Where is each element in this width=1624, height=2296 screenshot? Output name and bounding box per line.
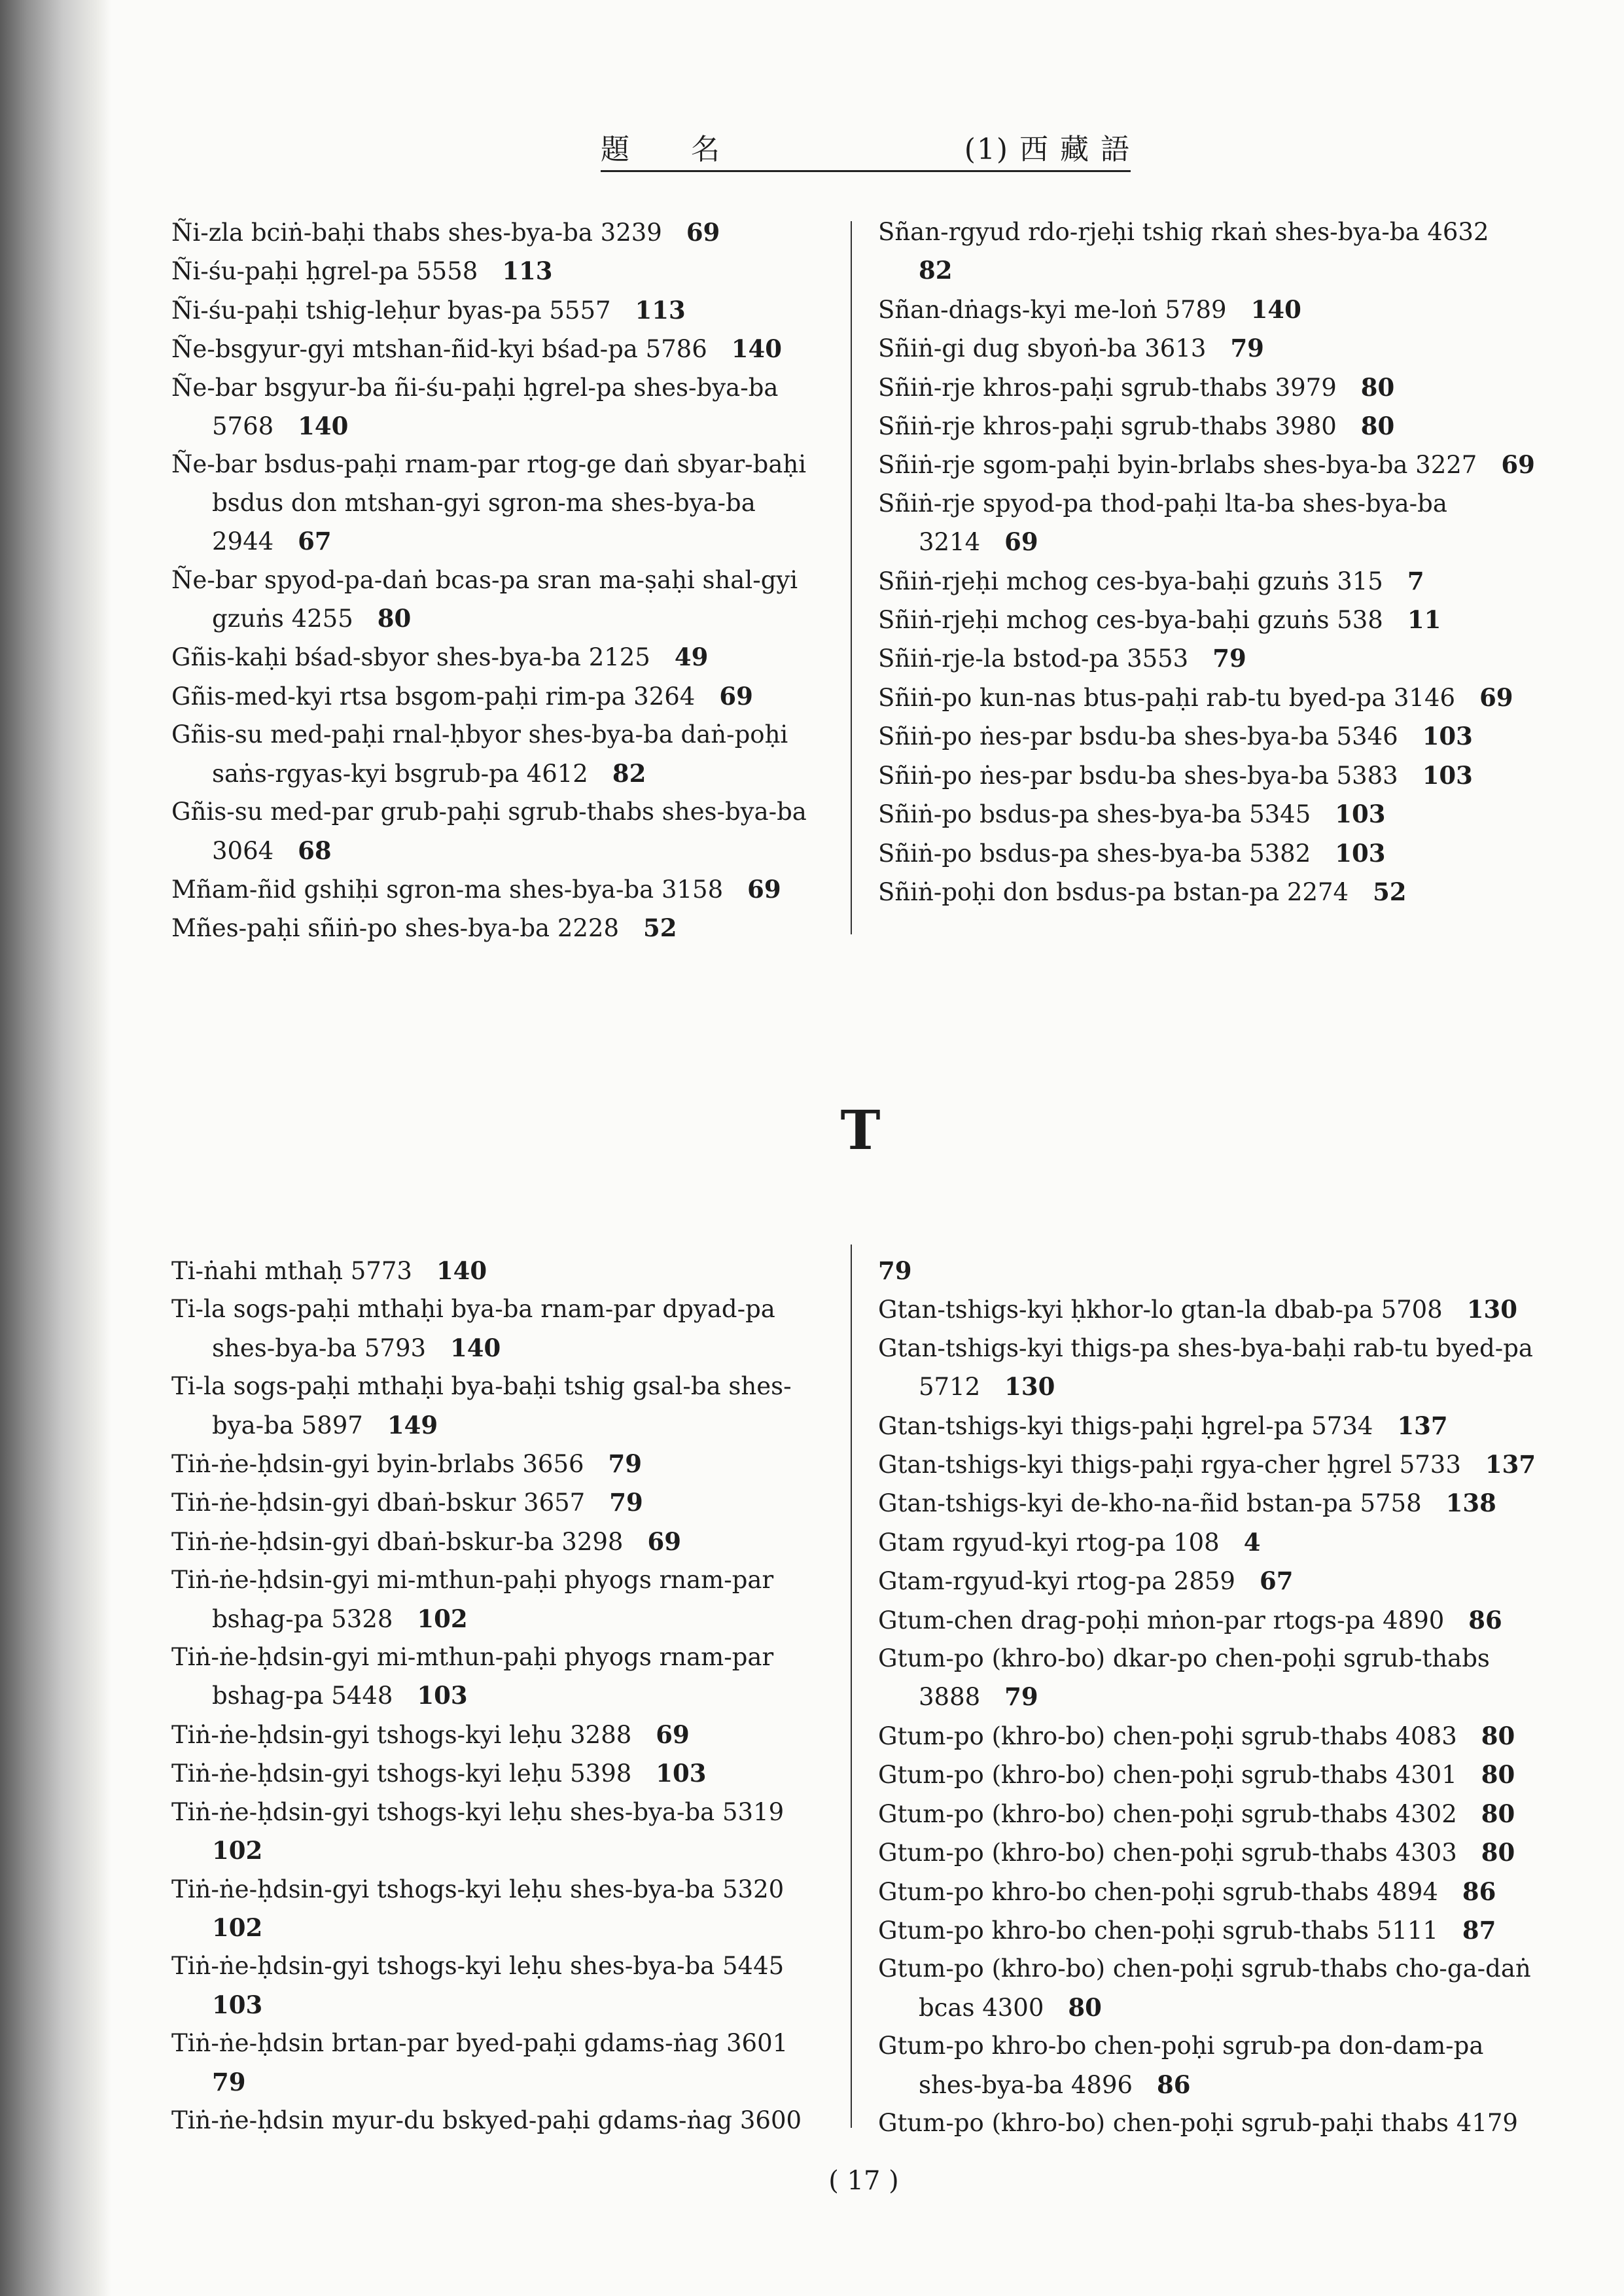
entry-page-number: 102 xyxy=(212,1913,263,1942)
entry-page-number: 80 xyxy=(1068,1992,1102,2022)
entry-page-number: 79 xyxy=(609,1488,643,1517)
index-entry xyxy=(171,1754,832,1793)
index-entry xyxy=(171,369,832,446)
entry-page-number: 69 xyxy=(1479,682,1513,712)
index-column-top-right xyxy=(878,213,1539,911)
entry-title: Sñiṅ-rjeḥi mchog ces-bya-baḥi gzuṅs 538 xyxy=(878,606,1383,635)
entry-title: Tiṅ-ṅe-ḥdsin-gyi mi-mthun-paḥi phyogs rnam-par bshag-pa 5328 xyxy=(171,1566,774,1633)
index-entry xyxy=(171,870,832,909)
index-entry xyxy=(878,756,1539,795)
entry-title: Gtan-tshigs-kyi thigs-pa shes-bya-baḥi rab-tu byed-pa 5712 xyxy=(878,1333,1533,1402)
index-entry xyxy=(878,2104,1539,2142)
entry-title: Gtum-po (khro-bo) chen-poḥi sgrub-thabs 4302 xyxy=(878,1799,1457,1828)
index-entry xyxy=(878,1252,1539,1290)
entry-title: Gtan-tshigs-kyi thigs-paḥi ḥgrel-pa 5734 xyxy=(878,1411,1373,1440)
entry-title: Sñiṅ-rje sgom-paḥi byin-brlabs shes-bya-ba 3227 xyxy=(878,451,1477,480)
index-entry xyxy=(878,1873,1539,1911)
index-entry xyxy=(878,717,1539,756)
entry-title: Ñe-bar bsdus-paḥi rnam-par rtog-ge daṅ sbyar-baḥi bsdus don mtshan-gyi sgron-ma shes-bya-ba 2944 xyxy=(171,450,807,556)
index-entry xyxy=(171,1947,832,2024)
entry-page-number: 82 xyxy=(612,758,646,788)
entry-title: Sñiṅ-rje-la bstod-pa 3553 xyxy=(878,645,1189,673)
entry-title: Tiṅ-ṅe-ḥdsin-gyi mi-mthun-paḥi phyogs rnam-par bshag-pa 5448 xyxy=(171,1643,774,1710)
index-entry xyxy=(171,1523,832,1561)
index-entry xyxy=(171,1793,832,1871)
index-column-bottom-right xyxy=(878,1252,1539,2142)
entry-title: Tiṅ-ṅe-ḥdsin-gyi tshogs-kyi leḥu shes-bya-ba 5319 xyxy=(171,1797,785,1826)
entry-title: Ti-la sogs-paḥi mthaḥi bya-baḥi tshig gsal-ba shes-bya-ba 5897 xyxy=(171,1372,792,1439)
index-entry xyxy=(878,1717,1539,1756)
entry-page-number: 79 xyxy=(1212,644,1246,673)
index-entry xyxy=(878,1445,1539,1484)
entry-page-number: 68 xyxy=(298,836,332,865)
index-entry xyxy=(171,677,832,716)
index-entry xyxy=(878,1640,1539,1717)
entry-title: Sñiṅ-rje khros-paḥi sgrub-thabs 3979 xyxy=(878,373,1337,402)
entry-title: Gtum-chen drag-poḥi mṅon-par rtogs-pa 4890 xyxy=(878,1606,1445,1634)
index-entry xyxy=(171,561,832,639)
entry-page-number: 69 xyxy=(1004,527,1038,557)
entry-page-number: 102 xyxy=(417,1604,468,1633)
entry-title: Tiṅ-ṅe-ḥdsin-gyi tshogs-kyi leḥu 3288 xyxy=(171,1720,632,1749)
entry-title: Gtam rgyud-kyi rtog-pa 108 xyxy=(878,1528,1220,1557)
entry-page-number: 67 xyxy=(298,527,332,556)
index-entry xyxy=(878,1330,1539,1407)
index-entry xyxy=(171,1561,832,1638)
entry-title: Sñiṅ-gi dug sbyoṅ-ba 3613 xyxy=(878,334,1207,363)
entry-page-number: 103 xyxy=(1422,760,1473,790)
index-entry xyxy=(878,1407,1539,1445)
page-number: ( 17 ) xyxy=(828,2166,899,2196)
entry-page-number: 137 xyxy=(1485,1450,1536,1479)
index-entry xyxy=(878,446,1539,484)
entry-title: Gtum-po khro-bo chen-poḥi sgrub-thabs 5111 xyxy=(878,1916,1438,1945)
entry-title: Sñiṅ-rje khros-paḥi sgrub-thabs 3980 xyxy=(878,412,1337,441)
index-entry xyxy=(878,834,1539,873)
entry-page-number: 52 xyxy=(643,913,677,943)
header-section: (1) 西 藏 語 xyxy=(964,133,1131,166)
index-entry xyxy=(171,1871,832,1948)
column-divider-top xyxy=(851,221,852,934)
index-entry xyxy=(171,2102,832,2140)
entry-title: Gtan-tshigs-kyi ḥkhor-lo gtan-la dbab-pa 5708 xyxy=(878,1296,1443,1324)
entry-title: Gtum-po khro-bo chen-poḥi sgrub-thabs 4894 xyxy=(878,1877,1438,1906)
entry-page-number: 69 xyxy=(656,1720,690,1749)
entry-title: Gtum-po (khro-bo) chen-poḥi sgrub-thabs 4083 xyxy=(878,1722,1457,1750)
entry-title: Tiṅ-ṅe-ḥdsin myur-du bskyed-paḥi gdams-ṅag 3600 xyxy=(171,2106,802,2134)
entry-title: Mñam-ñid gshiḥi sgron-ma shes-bya-ba 3158 xyxy=(171,875,724,904)
entry-page-number: 103 xyxy=(212,1990,263,2019)
entry-title: Ti-ṅahi mthaḥ 5773 xyxy=(171,1257,412,1285)
entry-page-number: 102 xyxy=(212,1836,263,1865)
entry-title: Sñan-dṅags-kyi me-loṅ 5789 xyxy=(878,295,1227,324)
entry-page-number: 149 xyxy=(387,1410,438,1439)
entry-page-number: 140 xyxy=(1250,294,1301,324)
index-entry xyxy=(171,330,832,368)
entry-title: Ñe-bar bsgyur-ba ñi-śu-paḥi ḥgrel-pa shes-bya-ba 5768 xyxy=(171,373,779,441)
index-entry xyxy=(171,1445,832,1483)
index-entry xyxy=(878,873,1539,911)
entry-page-number: 80 xyxy=(1481,1760,1515,1790)
entry-title: Tiṅ-ṅe-ḥdsin-gyi dbaṅ-bskur 3657 xyxy=(171,1489,586,1517)
entry-title: Tiṅ-ṅe-ḥdsin-gyi tshogs-kyi leḥu shes-bya-ba 5445 xyxy=(171,1952,785,1981)
index-entry xyxy=(878,1484,1539,1523)
entry-title: Tiṅ-ṅe-ḥdsin brtan-par byed-paḥi gdams-ṅag 3601 xyxy=(171,2029,788,2058)
index-entry xyxy=(878,213,1539,291)
index-entry xyxy=(878,1562,1539,1600)
entry-page-number: 69 xyxy=(747,874,781,904)
index-entry xyxy=(878,562,1539,601)
entry-page-number: 86 xyxy=(1468,1605,1502,1634)
index-entry xyxy=(878,2027,1539,2104)
index-entry xyxy=(171,291,832,330)
entry-title: Sñiṅ-poḥi don bsdus-pa bstan-pa 2274 xyxy=(878,877,1349,906)
entry-title: Mñes-paḥi sñiṅ-po shes-bya-ba 2228 xyxy=(171,914,619,943)
entry-title: Gtan-tshigs-kyi de-kho-na-ñid bstan-pa 5758 xyxy=(878,1489,1422,1518)
entry-page-number: 80 xyxy=(1360,412,1395,441)
index-entry xyxy=(878,1833,1539,1872)
entry-page-number: 79 xyxy=(608,1449,643,1479)
entry-page-number: 80 xyxy=(1360,372,1395,402)
entry-page-number: 86 xyxy=(1157,2070,1191,2099)
entry-page-number: 86 xyxy=(1462,1877,1496,1906)
index-entry xyxy=(878,485,1539,562)
entry-title: Tiṅ-ṅe-ḥdsin-gyi byin-brlabs 3656 xyxy=(171,1450,584,1479)
entry-page-number: 130 xyxy=(1004,1372,1055,1402)
entry-page-number: 140 xyxy=(450,1333,501,1362)
index-entry xyxy=(171,909,832,947)
entry-title: Tiṅ-ṅe-ḥdsin-gyi tshogs-kyi leḥu 5398 xyxy=(171,1759,632,1788)
entry-page-number: 69 xyxy=(686,218,720,247)
entry-title: Sñiṅ-po bsdus-pa shes-bya-ba 5345 xyxy=(878,800,1311,829)
entry-title: Ti-la sogs-paḥi mthaḥi bya-ba rnam-par dpyad-pa shes-bya-ba 5793 xyxy=(171,1295,775,1362)
entry-page-number: 80 xyxy=(377,604,412,633)
index-entry xyxy=(171,252,832,291)
entry-title: Ñi-zla bciṅ-baḥi thabs shes-bya-ba 3239 xyxy=(171,219,662,247)
index-entry xyxy=(878,1756,1539,1794)
entry-title: Gñis-su med-paḥi rnal-ḥbyor shes-bya-ba daṅ-poḥi saṅs-rgyas-kyi bsgrub-pa 4612 xyxy=(171,720,788,788)
entry-page-number: 138 xyxy=(1445,1489,1496,1518)
index-entry xyxy=(171,1252,832,1290)
entry-title: Gñis-kaḥi bśad-sbyor shes-bya-ba 2125 xyxy=(171,643,650,672)
entry-page-number: 137 xyxy=(1397,1411,1448,1440)
index-entry xyxy=(171,213,832,252)
entry-page-number: 79 xyxy=(878,1256,912,1285)
index-column-bottom-left xyxy=(171,1252,832,2140)
entry-page-number: 130 xyxy=(1466,1295,1517,1324)
index-entry xyxy=(878,1911,1539,1950)
entry-page-number: 80 xyxy=(1481,1838,1515,1867)
index-entry xyxy=(171,716,832,793)
entry-page-number: 113 xyxy=(635,295,686,325)
entry-title: Gtum-po (khro-bo) chen-poḥi sgrub-thabs 4303 xyxy=(878,1839,1457,1867)
entry-page-number: 80 xyxy=(1481,1799,1515,1828)
entry-title: Gtum-po khro-bo chen-poḥi sgrub-pa don-dam-pa shes-bya-ba 4896 xyxy=(878,2032,1484,2099)
entry-page-number: 67 xyxy=(1259,1566,1294,1596)
entry-page-number: 103 xyxy=(1335,800,1386,829)
column-divider-bottom xyxy=(851,1245,852,2128)
index-entry xyxy=(878,639,1539,678)
index-entry xyxy=(171,793,832,870)
index-entry xyxy=(171,1638,832,1716)
entry-page-number: 49 xyxy=(674,643,709,672)
index-entry xyxy=(878,368,1539,407)
entry-page-number: 4 xyxy=(1243,1527,1261,1557)
entry-page-number: 79 xyxy=(1230,334,1264,363)
entry-page-number: 87 xyxy=(1462,1915,1496,1945)
entry-page-number: 52 xyxy=(1373,877,1407,906)
index-entry xyxy=(171,1483,832,1522)
entry-title: Sñan-rgyud rdo-rjeḥi tshig rkaṅ shes-bya-ba 4632 xyxy=(878,218,1489,246)
index-entry xyxy=(878,407,1539,446)
entry-title: Gtum-po (khro-bo) chen-poḥi sgrub-thabs cho-ga-daṅ bcas 4300 xyxy=(878,1954,1531,2022)
entry-page-number: 103 xyxy=(1335,838,1386,868)
entry-title: Gtum-po (khro-bo) chen-poḥi sgrub-paḥi thabs 4179 xyxy=(878,2108,1518,2137)
entry-title: Sñiṅ-rje spyod-pa thod-paḥi lta-ba shes-bya-ba 3214 xyxy=(878,489,1447,557)
index-entry xyxy=(878,795,1539,834)
index-column-top-left xyxy=(171,213,832,948)
entry-title: Sñiṅ-po ṅes-par bsdu-ba shes-bya-ba 5346 xyxy=(878,722,1398,751)
index-entry xyxy=(878,1795,1539,1833)
entry-page-number: 82 xyxy=(919,256,953,285)
entry-title: Gtam-rgyud-kyi rtog-pa 2859 xyxy=(878,1567,1235,1596)
entry-title: Tiṅ-ṅe-ḥdsin-gyi dbaṅ-bskur-ba 3298 xyxy=(171,1527,624,1556)
entry-page-number: 69 xyxy=(719,681,753,711)
entry-title: Ñi-śu-paḥi tshig-leḥur byas-pa 5557 xyxy=(171,296,611,325)
index-entry xyxy=(171,1290,832,1368)
entry-page-number: 113 xyxy=(502,256,553,286)
entry-title: Gtum-po (khro-bo) dkar-po chen-poḥi sgrub-thabs 3888 xyxy=(878,1644,1490,1712)
index-entry xyxy=(878,679,1539,717)
entry-page-number: 79 xyxy=(1004,1682,1038,1712)
index-entry xyxy=(878,1523,1539,1562)
index-entry xyxy=(171,2024,832,2102)
index-entry xyxy=(878,1950,1539,2027)
scan-edge-shadow xyxy=(0,0,111,2296)
index-entry xyxy=(171,1716,832,1754)
index-entry xyxy=(878,1290,1539,1329)
entry-title: Tiṅ-ṅe-ḥdsin-gyi tshogs-kyi leḥu shes-bya-ba 5320 xyxy=(171,1875,785,1903)
index-entry xyxy=(171,446,832,561)
entry-page-number: 140 xyxy=(298,412,349,441)
entry-page-number: 69 xyxy=(647,1527,681,1556)
entry-page-number: 7 xyxy=(1407,566,1424,595)
header-title: 題 名 xyxy=(601,133,721,166)
index-entry xyxy=(878,601,1539,639)
entry-title: Gtan-tshigs-kyi thigs-paḥi rgya-cher ḥgrel 5733 xyxy=(878,1451,1461,1479)
index-entry xyxy=(171,638,832,677)
entry-title: Sñiṅ-rjeḥi mchog ces-bya-baḥi gzuṅs 315 xyxy=(878,567,1383,595)
entry-title: Gtum-po (khro-bo) chen-poḥi sgrub-thabs 4301 xyxy=(878,1761,1457,1790)
entry-page-number: 79 xyxy=(212,2067,246,2096)
section-letter: T xyxy=(840,1099,881,1162)
index-entry xyxy=(878,329,1539,368)
entry-page-number: 103 xyxy=(417,1681,468,1710)
entry-page-number: 69 xyxy=(1501,450,1535,480)
entry-page-number: 11 xyxy=(1407,605,1441,635)
entry-page-number: 80 xyxy=(1481,1721,1515,1750)
index-entry xyxy=(171,1368,832,1445)
entry-title: Ñi-śu-paḥi ḥgrel-pa 5558 xyxy=(171,257,478,286)
entry-title: Sñiṅ-po ṅes-par bsdu-ba shes-bya-ba 5383 xyxy=(878,761,1398,790)
entry-title: Ñe-bsgyur-gyi mtshan-ñid-kyi bśad-pa 5786 xyxy=(171,335,707,364)
entry-title: Gñis-med-kyi rtsa bsgom-paḥi rim-pa 3264 xyxy=(171,682,696,711)
entry-title: Sñiṅ-po bsdus-pa shes-bya-ba 5382 xyxy=(878,839,1311,868)
index-entry xyxy=(878,291,1539,329)
entry-page-number: 103 xyxy=(656,1759,707,1788)
entry-title: Gñis-su med-par grub-paḥi sgrub-thabs shes-bya-ba 3064 xyxy=(171,798,807,865)
index-entry xyxy=(878,1601,1539,1640)
running-header xyxy=(601,123,1131,172)
entry-page-number: 103 xyxy=(1422,722,1473,751)
entry-title: Ñe-bar spyod-pa-daṅ bcas-pa sran ma-ṣaḥi shal-gyi gzuṅs 4255 xyxy=(171,565,798,633)
entry-page-number: 140 xyxy=(731,334,782,364)
entry-title: Sñiṅ-po kun-nas btus-paḥi rab-tu byed-pa 3146 xyxy=(878,683,1456,712)
entry-page-number: 140 xyxy=(436,1256,487,1285)
